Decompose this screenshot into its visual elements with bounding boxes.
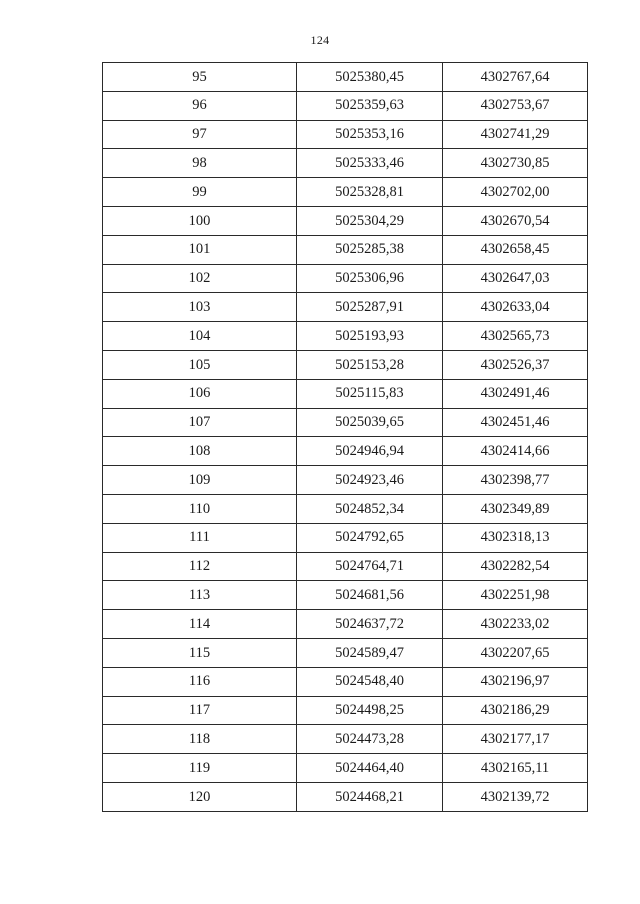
y-coordinate-cell: 4302741,29 bbox=[443, 120, 588, 149]
point-number-cell: 114 bbox=[103, 610, 297, 639]
table-row bbox=[103, 379, 588, 408]
x-coordinate-cell: 5024464,40 bbox=[297, 754, 443, 783]
y-coordinate-cell: 4302702,00 bbox=[443, 178, 588, 207]
y-coordinate-cell: 4302318,13 bbox=[443, 523, 588, 552]
y-coordinate-cell: 4302730,85 bbox=[443, 149, 588, 178]
page-number: 124 bbox=[310, 33, 330, 47]
table-row bbox=[103, 408, 588, 437]
coordinates-table bbox=[102, 62, 588, 812]
table-row bbox=[103, 293, 588, 322]
point-number-cell: 101 bbox=[103, 235, 297, 264]
table-row bbox=[103, 523, 588, 552]
table-row bbox=[103, 638, 588, 667]
point-number-cell: 112 bbox=[103, 552, 297, 581]
point-number-cell: 97 bbox=[103, 120, 297, 149]
point-number-cell: 96 bbox=[103, 91, 297, 120]
y-coordinate-cell: 4302186,29 bbox=[443, 696, 588, 725]
x-coordinate-cell: 5024473,28 bbox=[297, 725, 443, 754]
table-row bbox=[103, 235, 588, 264]
y-coordinate-cell: 4302165,11 bbox=[443, 754, 588, 783]
x-coordinate-cell: 5025304,29 bbox=[297, 206, 443, 235]
table-row bbox=[103, 782, 588, 811]
point-number-cell: 108 bbox=[103, 437, 297, 466]
table-row bbox=[103, 667, 588, 696]
point-number-cell: 116 bbox=[103, 667, 297, 696]
point-number-cell: 98 bbox=[103, 149, 297, 178]
y-coordinate-cell: 4302658,45 bbox=[443, 235, 588, 264]
y-coordinate-cell: 4302196,97 bbox=[443, 667, 588, 696]
x-coordinate-cell: 5025359,63 bbox=[297, 91, 443, 120]
point-number-cell: 100 bbox=[103, 206, 297, 235]
table-row bbox=[103, 610, 588, 639]
table-row bbox=[103, 581, 588, 610]
y-coordinate-cell: 4302398,77 bbox=[443, 466, 588, 495]
point-number-cell: 119 bbox=[103, 754, 297, 783]
point-number-cell: 113 bbox=[103, 581, 297, 610]
y-coordinate-cell: 4302349,89 bbox=[443, 494, 588, 523]
table-row bbox=[103, 91, 588, 120]
y-coordinate-cell: 4302670,54 bbox=[443, 206, 588, 235]
point-number-cell: 120 bbox=[103, 782, 297, 811]
x-coordinate-cell: 5025287,91 bbox=[297, 293, 443, 322]
y-coordinate-cell: 4302647,03 bbox=[443, 264, 588, 293]
y-coordinate-cell: 4302282,54 bbox=[443, 552, 588, 581]
x-coordinate-cell: 5024468,21 bbox=[297, 782, 443, 811]
point-number-cell: 99 bbox=[103, 178, 297, 207]
x-coordinate-cell: 5024548,40 bbox=[297, 667, 443, 696]
x-coordinate-cell: 5024792,65 bbox=[297, 523, 443, 552]
x-coordinate-cell: 5025039,65 bbox=[297, 408, 443, 437]
point-number-cell: 117 bbox=[103, 696, 297, 725]
point-number-cell: 111 bbox=[103, 523, 297, 552]
table-row bbox=[103, 149, 588, 178]
point-number-cell: 118 bbox=[103, 725, 297, 754]
table-row bbox=[103, 264, 588, 293]
point-number-cell: 115 bbox=[103, 638, 297, 667]
coordinates-table-body bbox=[103, 63, 588, 812]
point-number-cell: 105 bbox=[103, 350, 297, 379]
x-coordinate-cell: 5025380,45 bbox=[297, 63, 443, 92]
x-coordinate-cell: 5024681,56 bbox=[297, 581, 443, 610]
y-coordinate-cell: 4302491,46 bbox=[443, 379, 588, 408]
table-row bbox=[103, 63, 588, 92]
x-coordinate-cell: 5025306,96 bbox=[297, 264, 443, 293]
y-coordinate-cell: 4302633,04 bbox=[443, 293, 588, 322]
table-row bbox=[103, 725, 588, 754]
point-number-cell: 110 bbox=[103, 494, 297, 523]
y-coordinate-cell: 4302565,73 bbox=[443, 322, 588, 351]
y-coordinate-cell: 4302767,64 bbox=[443, 63, 588, 92]
point-number-cell: 95 bbox=[103, 63, 297, 92]
point-number-cell: 106 bbox=[103, 379, 297, 408]
table-row bbox=[103, 206, 588, 235]
table-row bbox=[103, 350, 588, 379]
x-coordinate-cell: 5025193,93 bbox=[297, 322, 443, 351]
table-row bbox=[103, 178, 588, 207]
table-row bbox=[103, 466, 588, 495]
y-coordinate-cell: 4302139,72 bbox=[443, 782, 588, 811]
point-number-cell: 102 bbox=[103, 264, 297, 293]
point-number-cell: 103 bbox=[103, 293, 297, 322]
x-coordinate-cell: 5024946,94 bbox=[297, 437, 443, 466]
point-number-cell: 109 bbox=[103, 466, 297, 495]
table-row bbox=[103, 696, 588, 725]
x-coordinate-cell: 5025333,46 bbox=[297, 149, 443, 178]
x-coordinate-cell: 5025115,83 bbox=[297, 379, 443, 408]
x-coordinate-cell: 5025153,28 bbox=[297, 350, 443, 379]
table-row bbox=[103, 322, 588, 351]
y-coordinate-cell: 4302451,46 bbox=[443, 408, 588, 437]
y-coordinate-cell: 4302526,37 bbox=[443, 350, 588, 379]
x-coordinate-cell: 5024637,72 bbox=[297, 610, 443, 639]
x-coordinate-cell: 5024498,25 bbox=[297, 696, 443, 725]
y-coordinate-cell: 4302251,98 bbox=[443, 581, 588, 610]
x-coordinate-cell: 5024589,47 bbox=[297, 638, 443, 667]
point-number-cell: 104 bbox=[103, 322, 297, 351]
x-coordinate-cell: 5025285,38 bbox=[297, 235, 443, 264]
y-coordinate-cell: 4302207,65 bbox=[443, 638, 588, 667]
table-row bbox=[103, 552, 588, 581]
x-coordinate-cell: 5025353,16 bbox=[297, 120, 443, 149]
table-row bbox=[103, 754, 588, 783]
x-coordinate-cell: 5024923,46 bbox=[297, 466, 443, 495]
table-row bbox=[103, 494, 588, 523]
y-coordinate-cell: 4302414,66 bbox=[443, 437, 588, 466]
x-coordinate-cell: 5025328,81 bbox=[297, 178, 443, 207]
y-coordinate-cell: 4302177,17 bbox=[443, 725, 588, 754]
y-coordinate-cell: 4302753,67 bbox=[443, 91, 588, 120]
x-coordinate-cell: 5024764,71 bbox=[297, 552, 443, 581]
table-row bbox=[103, 437, 588, 466]
y-coordinate-cell: 4302233,02 bbox=[443, 610, 588, 639]
table-row bbox=[103, 120, 588, 149]
x-coordinate-cell: 5024852,34 bbox=[297, 494, 443, 523]
point-number-cell: 107 bbox=[103, 408, 297, 437]
